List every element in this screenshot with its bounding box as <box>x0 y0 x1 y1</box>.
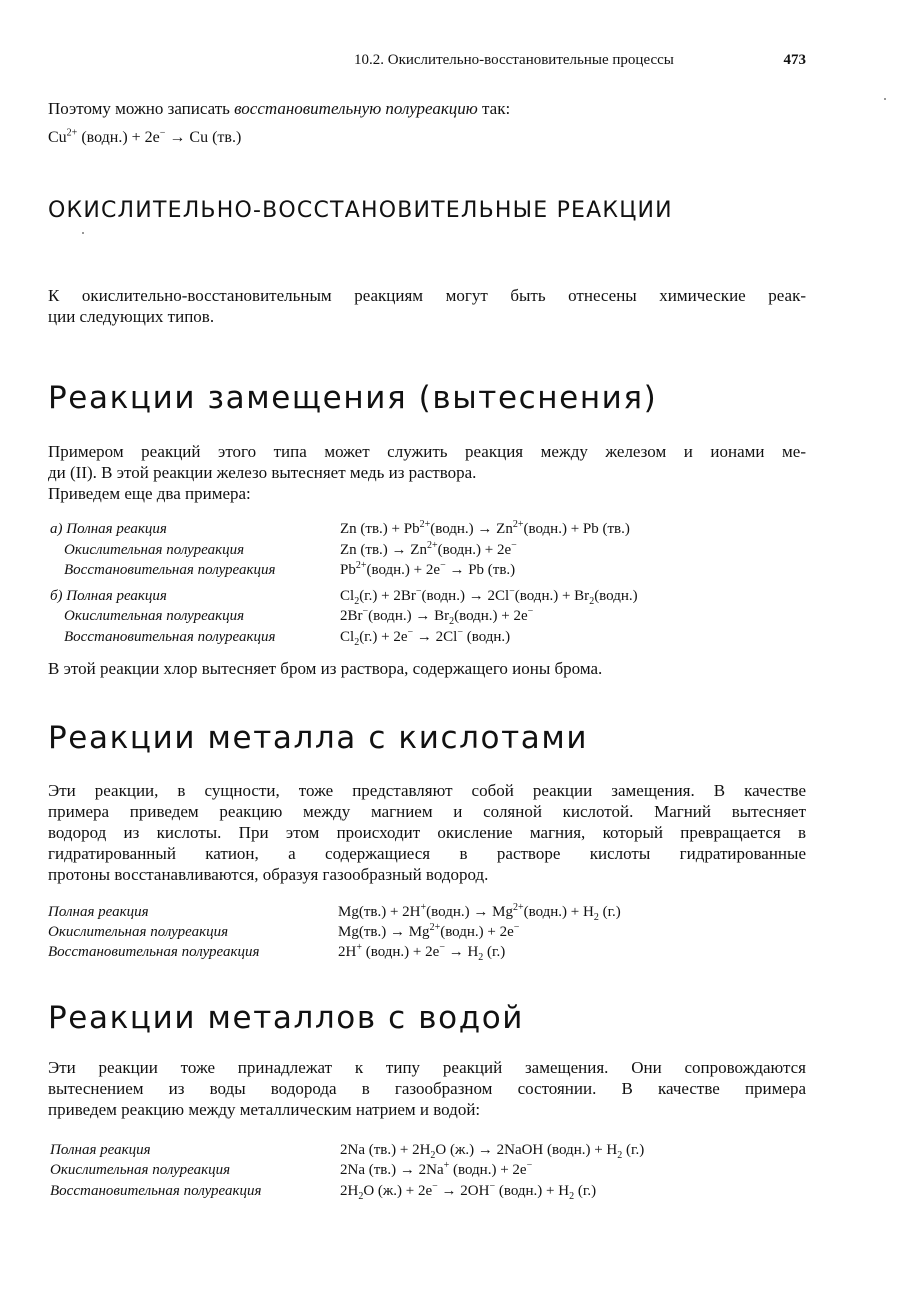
eq-part: (водн.) + Br <box>514 588 590 604</box>
eq-part: (водн.) + H <box>495 1183 570 1199</box>
eq-sup: + <box>420 902 427 913</box>
eq-sub: 2 <box>354 637 360 648</box>
eq-part: (водн.) + H <box>523 904 594 920</box>
example-a-full-label: а) Полная реакция <box>50 521 167 537</box>
example-b-red-label: Восстановительная полуреакция <box>64 629 276 645</box>
metal-water-reactions <box>0 1140 898 1206</box>
intro-equation <box>48 127 806 148</box>
eq-sub: 2 <box>569 1191 575 1202</box>
eq-part: (г.) + 2Br <box>359 588 416 604</box>
paragraph-line: гидратированный катион, а содержащиеся в растворе кислоты гидратированные <box>48 844 806 863</box>
metal-water-red-label: Восстановительная полуреакция <box>50 1183 262 1199</box>
metal-acid-ox-label: Окислительная полуреакция <box>48 924 229 940</box>
eq-sup: + <box>443 1160 450 1171</box>
intro-text-before: Поэтому можно записать <box>48 99 235 118</box>
eq-part: Zn (тв.) + Pb <box>340 521 420 537</box>
eq-part: (водн.) + 2e <box>77 129 160 146</box>
eq-part: → H <box>444 944 479 960</box>
example-a-ox-label: Окислительная полуреакция <box>64 542 245 558</box>
scan-speck <box>884 98 886 100</box>
eq-sub: 2 <box>358 1191 364 1202</box>
metal-acid-full-label: Полная реакция <box>48 904 149 920</box>
running-header <box>354 52 806 72</box>
eq-sup: − <box>457 627 463 638</box>
eq-sup: 2+ <box>426 540 438 551</box>
eq-sup: 2+ <box>512 519 524 530</box>
eq-part: (водн.) <box>594 588 638 604</box>
eq-sub: 2 <box>354 596 360 607</box>
eq-sup: − <box>513 922 520 933</box>
eq-part: Cl <box>340 588 355 604</box>
eq-part: Pb <box>340 562 356 578</box>
substitution-examples <box>0 519 898 649</box>
eq-part: Cl <box>340 629 355 645</box>
metal-acid-ox-equation <box>338 922 519 943</box>
eq-part: (водн.) → Zn <box>430 521 513 537</box>
example-a-red-label: Восстановительная полуреакция <box>64 562 276 578</box>
intro-text-after: так: <box>477 99 511 118</box>
metal-acid-paragraph <box>48 780 806 885</box>
paragraph-line: Эти реакции, в сущности, тоже представляют собой реакции замещения. В качестве <box>48 781 806 800</box>
metal-acid-reactions <box>0 902 898 966</box>
eq-sup: 2+ <box>355 560 367 571</box>
eq-part: Mg(тв.) + 2H <box>338 904 421 920</box>
metal-water-heading: Реакции металлов с водой <box>48 1000 525 1036</box>
eq-part: 2H <box>338 944 357 960</box>
eq-sup: 2+ <box>429 922 441 933</box>
eq-sub: 2 <box>449 616 455 627</box>
eq-sup: − <box>489 1181 496 1192</box>
example-b-red-equation <box>340 627 510 648</box>
eq-part: (водн.) + Pb (тв.) <box>523 521 630 537</box>
eq-part: (г.) + 2e <box>359 629 408 645</box>
eq-part: Mg(тв.) → Mg <box>338 924 430 940</box>
paragraph-line: Эти реакции тоже принадлежат к типу реакций замещения. Они сопровождаются <box>48 1058 806 1077</box>
eq-sup: − <box>439 942 445 953</box>
example-a-ox-equation <box>340 540 517 561</box>
paragraph-line: примера приведем реакцию между магнием и соляной кислотой. Магний вытесняет <box>48 802 806 821</box>
eq-sup: 2+ <box>66 127 78 139</box>
eq-part: (г.) <box>483 944 506 960</box>
paragraph-line: К окислительно-восстановительным реакциям могут быть отнесены химические реак- <box>48 286 806 305</box>
example-b-ox-label: Окислительная полуреакция <box>64 608 245 624</box>
eq-sub: 2 <box>589 596 595 607</box>
scan-speck <box>82 232 84 234</box>
eq-part: O (ж.) + 2e <box>363 1183 433 1199</box>
metal-water-ox-equation <box>340 1160 532 1181</box>
eq-part: (водн.) <box>462 629 511 645</box>
eq-part: Zn (тв.) → Zn <box>340 542 427 558</box>
paragraph-line: В этой реакции хлор вытесняет бром из раствора, содержащего ионы брома. <box>48 659 603 678</box>
metal-water-full-equation <box>340 1140 644 1161</box>
eq-part: (г.) <box>598 904 621 920</box>
eq-part: (водн.) → Mg <box>426 904 513 920</box>
paragraph-line: Примером реакций этого типа может служить реакция между железом и ионами ме- <box>48 442 806 461</box>
eq-sup: − <box>159 127 166 139</box>
eq-part: 2H <box>340 1183 359 1199</box>
example-b-full-equation <box>340 586 638 607</box>
eq-sup: − <box>415 586 422 597</box>
eq-sup: 2+ <box>419 519 431 530</box>
metal-water-ox-label: Окислительная полуреакция <box>50 1162 231 1178</box>
eq-part: → 2OH <box>437 1183 490 1199</box>
eq-sup: − <box>407 627 414 638</box>
section-intro-paragraph <box>48 285 806 327</box>
eq-part: (водн.) → 2Cl <box>421 588 510 604</box>
metal-acid-full-equation <box>338 902 621 923</box>
paragraph-line: ди (II). В этой реакции железо вытесняет медь из раствора. <box>48 463 477 482</box>
eq-sup: − <box>511 540 517 551</box>
eq-part: → Pb (тв.) <box>445 562 516 578</box>
eq-sub: 2 <box>478 952 484 963</box>
eq-part: (г.) <box>622 1142 645 1158</box>
metal-acid-heading: Реакции металла с кислотами <box>48 720 589 756</box>
eq-sup: − <box>362 606 369 617</box>
eq-sup: − <box>509 586 515 597</box>
eq-part: (водн.) + 2e <box>361 944 440 960</box>
eq-part: 2Na (тв.) + 2H <box>340 1142 431 1158</box>
intro-text-italic: восстановительную полуреакцию <box>234 99 478 118</box>
intro-paragraph <box>48 98 806 119</box>
paragraph-line: ции следующих типов. <box>48 307 215 326</box>
paragraph-line: Приведем еще два примера: <box>48 484 251 503</box>
eq-sub: 2 <box>617 1150 623 1161</box>
substitution-heading: Реакции замещения (вытеснения) <box>48 380 658 416</box>
page-number: 473 <box>783 52 806 68</box>
eq-sub: 2 <box>430 1150 436 1161</box>
eq-part: → Cu (тв.) <box>165 129 242 146</box>
section-heading: ОКИСЛИТЕЛЬНО-ВОССТАНОВИТЕЛЬНЫЕ РЕАКЦИИ <box>48 198 673 223</box>
eq-part: (водн.) + 2e <box>440 924 514 940</box>
eq-sup: − <box>526 1160 533 1171</box>
example-a-full-equation <box>340 519 630 540</box>
example-a-red-equation <box>340 560 515 581</box>
eq-sup: − <box>432 1181 438 1192</box>
paragraph-line: протоны восстанавливаются, образуя газообразный водород. <box>48 865 489 884</box>
eq-part: 2Na (тв.) → 2Na <box>340 1162 444 1178</box>
example-b-ox-equation <box>340 606 533 627</box>
header-section-title: 10.2. Окислительно-восстановительные процессы <box>354 52 674 68</box>
eq-part: 2Br <box>340 608 363 624</box>
example-b-full-label: б) Полная реакция <box>50 588 167 604</box>
metal-water-paragraph <box>48 1057 806 1120</box>
paragraph-line: приведем реакцию между металлическим натрием и водой: <box>48 1100 481 1119</box>
metal-acid-red-label: Восстановительная полуреакция <box>48 944 260 960</box>
metal-acid-red-equation <box>338 942 505 963</box>
substitution-paragraph <box>48 441 806 504</box>
eq-part: (водн.) + 2e <box>454 608 528 624</box>
substitution-note <box>48 658 806 679</box>
eq-sup: − <box>527 606 534 617</box>
eq-sup: + <box>356 942 362 953</box>
eq-part: (водн.) + 2e <box>449 1162 527 1178</box>
eq-part: Cu <box>48 129 67 146</box>
eq-part: O (ж.) → 2NaOH (водн.) + H <box>435 1142 618 1158</box>
eq-part: (водн.) + 2e <box>437 542 512 558</box>
paragraph-line: водород из кислоты. При этом происходит окисление магния, который превращается в <box>48 823 806 842</box>
eq-part: (г.) <box>574 1183 597 1199</box>
paragraph-line: вытеснением из воды водорода в газообразном состоянии. В качестве примера <box>48 1079 806 1098</box>
eq-part: → 2Cl <box>413 629 458 645</box>
eq-sup: 2+ <box>512 902 524 913</box>
eq-sub: 2 <box>593 912 599 923</box>
eq-part: (водн.) + 2e <box>366 562 441 578</box>
metal-water-full-label: Полная реакция <box>50 1142 151 1158</box>
eq-part: (водн.) → Br <box>368 608 450 624</box>
metal-water-red-equation <box>340 1181 596 1202</box>
eq-sup: − <box>440 560 446 571</box>
